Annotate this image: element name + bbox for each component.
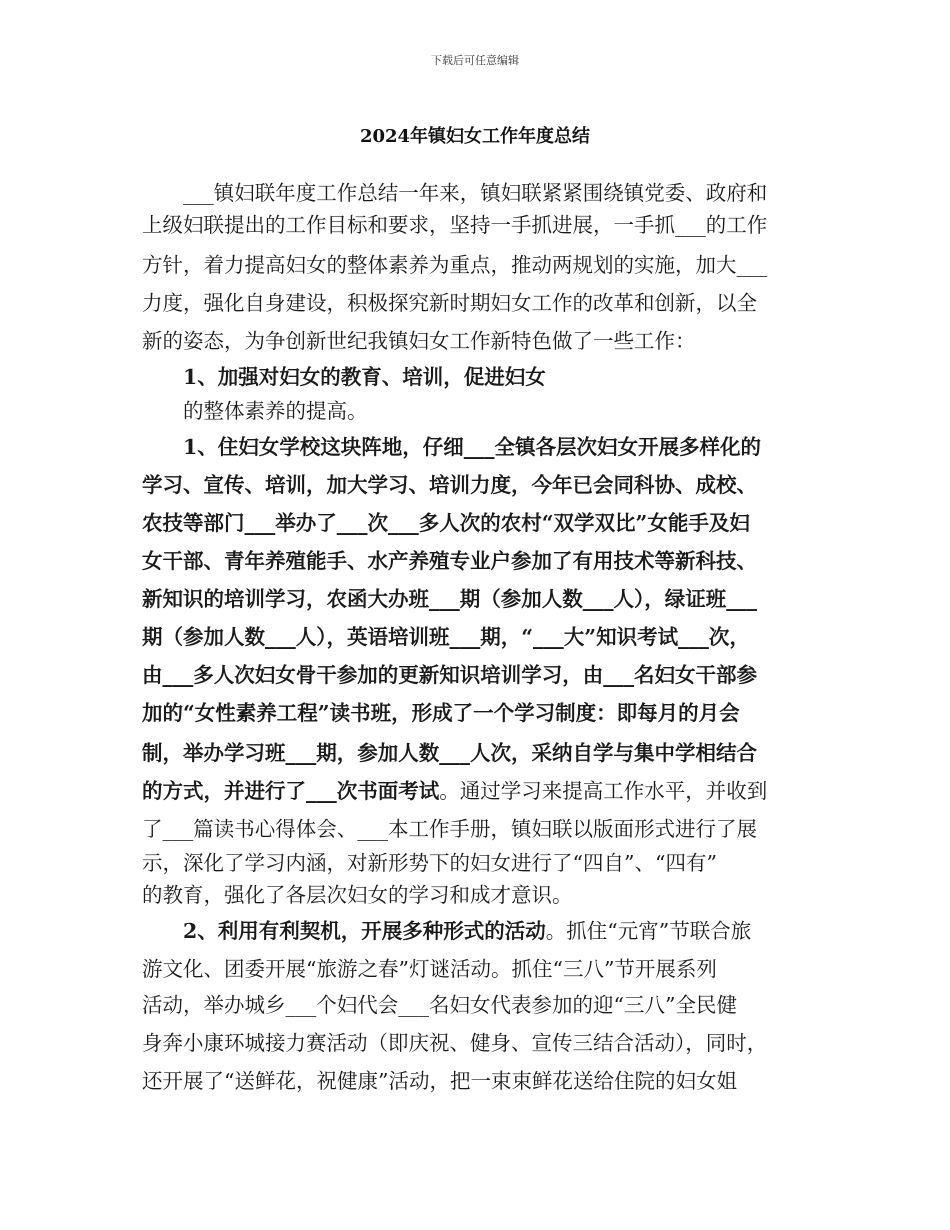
text-segment: 活动，举办城乡___个妇代会___名妇女代表参加的迎“三八”全民健 [142,993,737,1017]
text-segment: 还开展了“送鲜花，祝健康”活动，把一束束鲜花送给住院的妇女姐 [142,1069,737,1093]
text-line [142,660,822,690]
bold-text-segment: 新知识的培训学习，农函大办班___期（参加人数___人），绿证班___ [142,587,757,611]
text-segment: 新的姿态，为争创新世纪我镇妇女工作新特色做了一些工作： [142,329,696,353]
bold-text-segment: 的方式，并进行了___次书面考试 [142,779,440,803]
text-line [142,880,822,910]
text-segment: 力度，强化自身建设，积极探究新时期妇女工作的改革和创新，以全 [142,291,757,315]
text-segment: 的教育，强化了各层次妇女的学习和成才意识。 [142,883,573,907]
text-line [142,178,822,208]
bold-text-segment: 农技等部门___举办了___次___多人次的农村“双学双比”女能手及妇 [142,511,750,535]
text-segment: ___镇妇联年度工作总结一年来，镇妇联紧紧围绕镇党委、政府和 [142,181,768,205]
text-line [142,432,822,462]
text-line [142,698,822,728]
text-line [142,326,822,356]
bold-text-segment: 2、利用有利契机，开展多种形式的活动 [142,919,546,943]
text-line [142,954,822,984]
text-line [142,584,822,614]
text-line [142,250,822,280]
text-line [142,1028,822,1058]
bold-text-segment: 期（参加人数___人），英语培训班___期，“___大”知识考试___次， [142,625,750,649]
text-segment: 方针，着力提高妇女的整体素养为重点，推动两规划的实施，加大___ [142,253,768,277]
text-segment: 了___篇读书心得体会、___本工作手册，镇妇联以版面形式进行了展 [142,817,757,841]
text-line [142,288,822,318]
text-line [142,1066,822,1096]
text-line [142,814,822,844]
text-line [142,738,822,768]
bold-text-segment: 加的“女性素养工程”读书班，形成了一个学习制度：即每月的月会 [142,701,740,725]
text-line [142,210,822,240]
text-line [142,470,822,500]
text-line [142,396,822,426]
page-header-note: 下载后可任意编辑 [431,54,519,67]
text-segment: 。通过学习来提高工作水平，并收到 [439,779,768,803]
text-line [142,776,822,806]
text-line [142,362,822,392]
text-line [142,990,822,1020]
document-title: 2024年镇妇女工作年度总结 [359,126,591,147]
text-segment: 。抓住“元宵”节联合旅 [545,919,752,943]
text-segment: 上级妇联提出的工作目标和要求，坚持一手抓进展，一手抓___的工作 [142,213,768,237]
text-line [142,622,822,652]
bold-text-segment: 由___多人次妇女骨干参加的更新知识培训学习，由___名妇女干部参 [142,663,757,687]
text-segment: 示，深化了学习内涵，对新形势下的妇女进行了“四自”、“四有” [142,851,717,875]
bold-text-segment: 制，举办学习班___期，参加人数___人次，采纳自学与集中学相结合 [142,741,757,765]
text-line [142,546,822,576]
text-line [142,916,822,946]
text-segment: 游文化、团委开展“旅游之春”灯谜活动。抓住“三八”节开展系列 [142,957,717,981]
bold-text-segment: 学习、宣传、培训，加大学习、培训力度，今年已会同科协、成校、 [142,473,757,497]
bold-text-segment: 1、住妇女学校这块阵地，仔细___全镇各层次妇女开展多样化的 [142,435,762,459]
bold-text-segment: 1、加强对妇女的教育、培训，促进妇女 [142,365,546,389]
bold-text-segment: 女干部、青年养殖能手、水产养殖专业户参加了有用技术等新科技、 [142,549,757,573]
text-segment: 的整体素养的提高。 [142,399,368,423]
text-line [142,508,822,538]
text-segment: 身奔小康环城接力赛活动（即庆祝、健身、宣传三结合活动），同时， [142,1031,768,1055]
text-line [142,848,822,878]
